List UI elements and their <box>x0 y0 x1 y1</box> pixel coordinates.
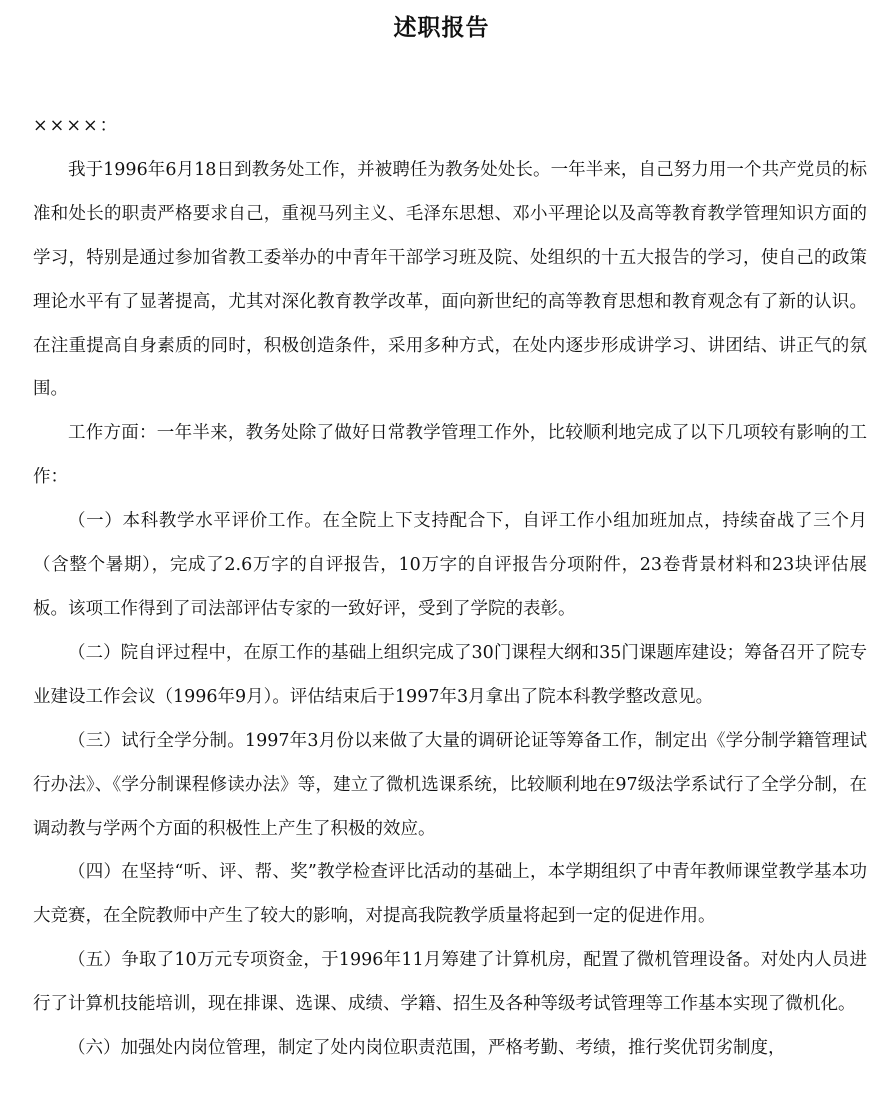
paragraph-item-1: （一）本科教学水平评价工作。在全院上下支持配合下，自评工作小组加班加点，持续奋战了三个月（含整个暑期），完成了2.6万字的自评报告，10万字的自评报告分项附件，23卷背景材料和23块评估展板。该项工作得到了司法部评估专家的一致好评，受到了学院的表彰。 <box>33 511 867 619</box>
paragraph-item-2: （二）院自评过程中，在原工作的基础上组织完成了30门课程大纲和35门课题库建设；筹备召开了院专业建设工作会议（1996年9月）。评估结束后于1997年3月拿出了院本科教学整改意见。 <box>33 642 867 707</box>
paragraph-item-5: （五）争取了10万元专项资金，于1996年11月筹建了计算机房，配置了微机管理设备。对处内人员进行了计算机技能培训，现在排课、选课、成绩、学籍、招生及各种等级考试管理等工作基本实现了微机化。 <box>33 950 867 1015</box>
paragraph-item-4: （四）在坚持“听、评、帮、奖”教学检查评比活动的基础上，本学期组织了中青年教师课堂教学基本功大竞赛，在全院教师中产生了较大的影响，对提高我院教学质量将起到一定的促进作用。 <box>33 862 867 927</box>
paragraph-item-6: （六）加强处内岗位管理，制定了处内岗位职责范围，严格考勤、考绩，推行奖优罚劣制度， <box>68 1038 786 1059</box>
salutation: ××××： <box>33 116 120 136</box>
document-title: 述职报告 <box>393 14 490 41</box>
paragraph-intro: 我于1996年6月18日到教务处工作，并被聘任为教务处处长。一年半来，自己努力用一个共产党员的标准和处长的职责严格要求自己，重视马列主义、毛泽东思想、邓小平理论以及高等教育教学管理知识方面的学习，特别是通过参加省教工委举办的中青年干部学习班及院、处组织的十五大报告的学习，使自己的政策理论水平有了显著提高，尤其对深化教育教学改革，面向新世纪的高等教育思想和教育观念有了新的认识。在注重提高自身素质的同时，积极创造条件，采用多种方式，在处内逐步形成讲学习、讲团结、讲正气的氛围。 <box>33 159 867 400</box>
paragraph-item-3: （三）试行全学分制。1997年3月份以来做了大量的调研论证等筹备工作，制定出《学分制学籍管理试行办法》、《学分制课程修读办法》等，建立了微机选课系统，比较顺利地在97级法学系试行了全学分制，在调动教与学两个方面的积极性上产生了积极的效应。 <box>33 730 867 839</box>
document-body <box>33 105 867 1071</box>
paragraph-work-overview: 工作方面：一年半来，教务处除了做好日常教学管理工作外，比较顺利地完成了以下几项较有影响的工作： <box>33 423 867 488</box>
